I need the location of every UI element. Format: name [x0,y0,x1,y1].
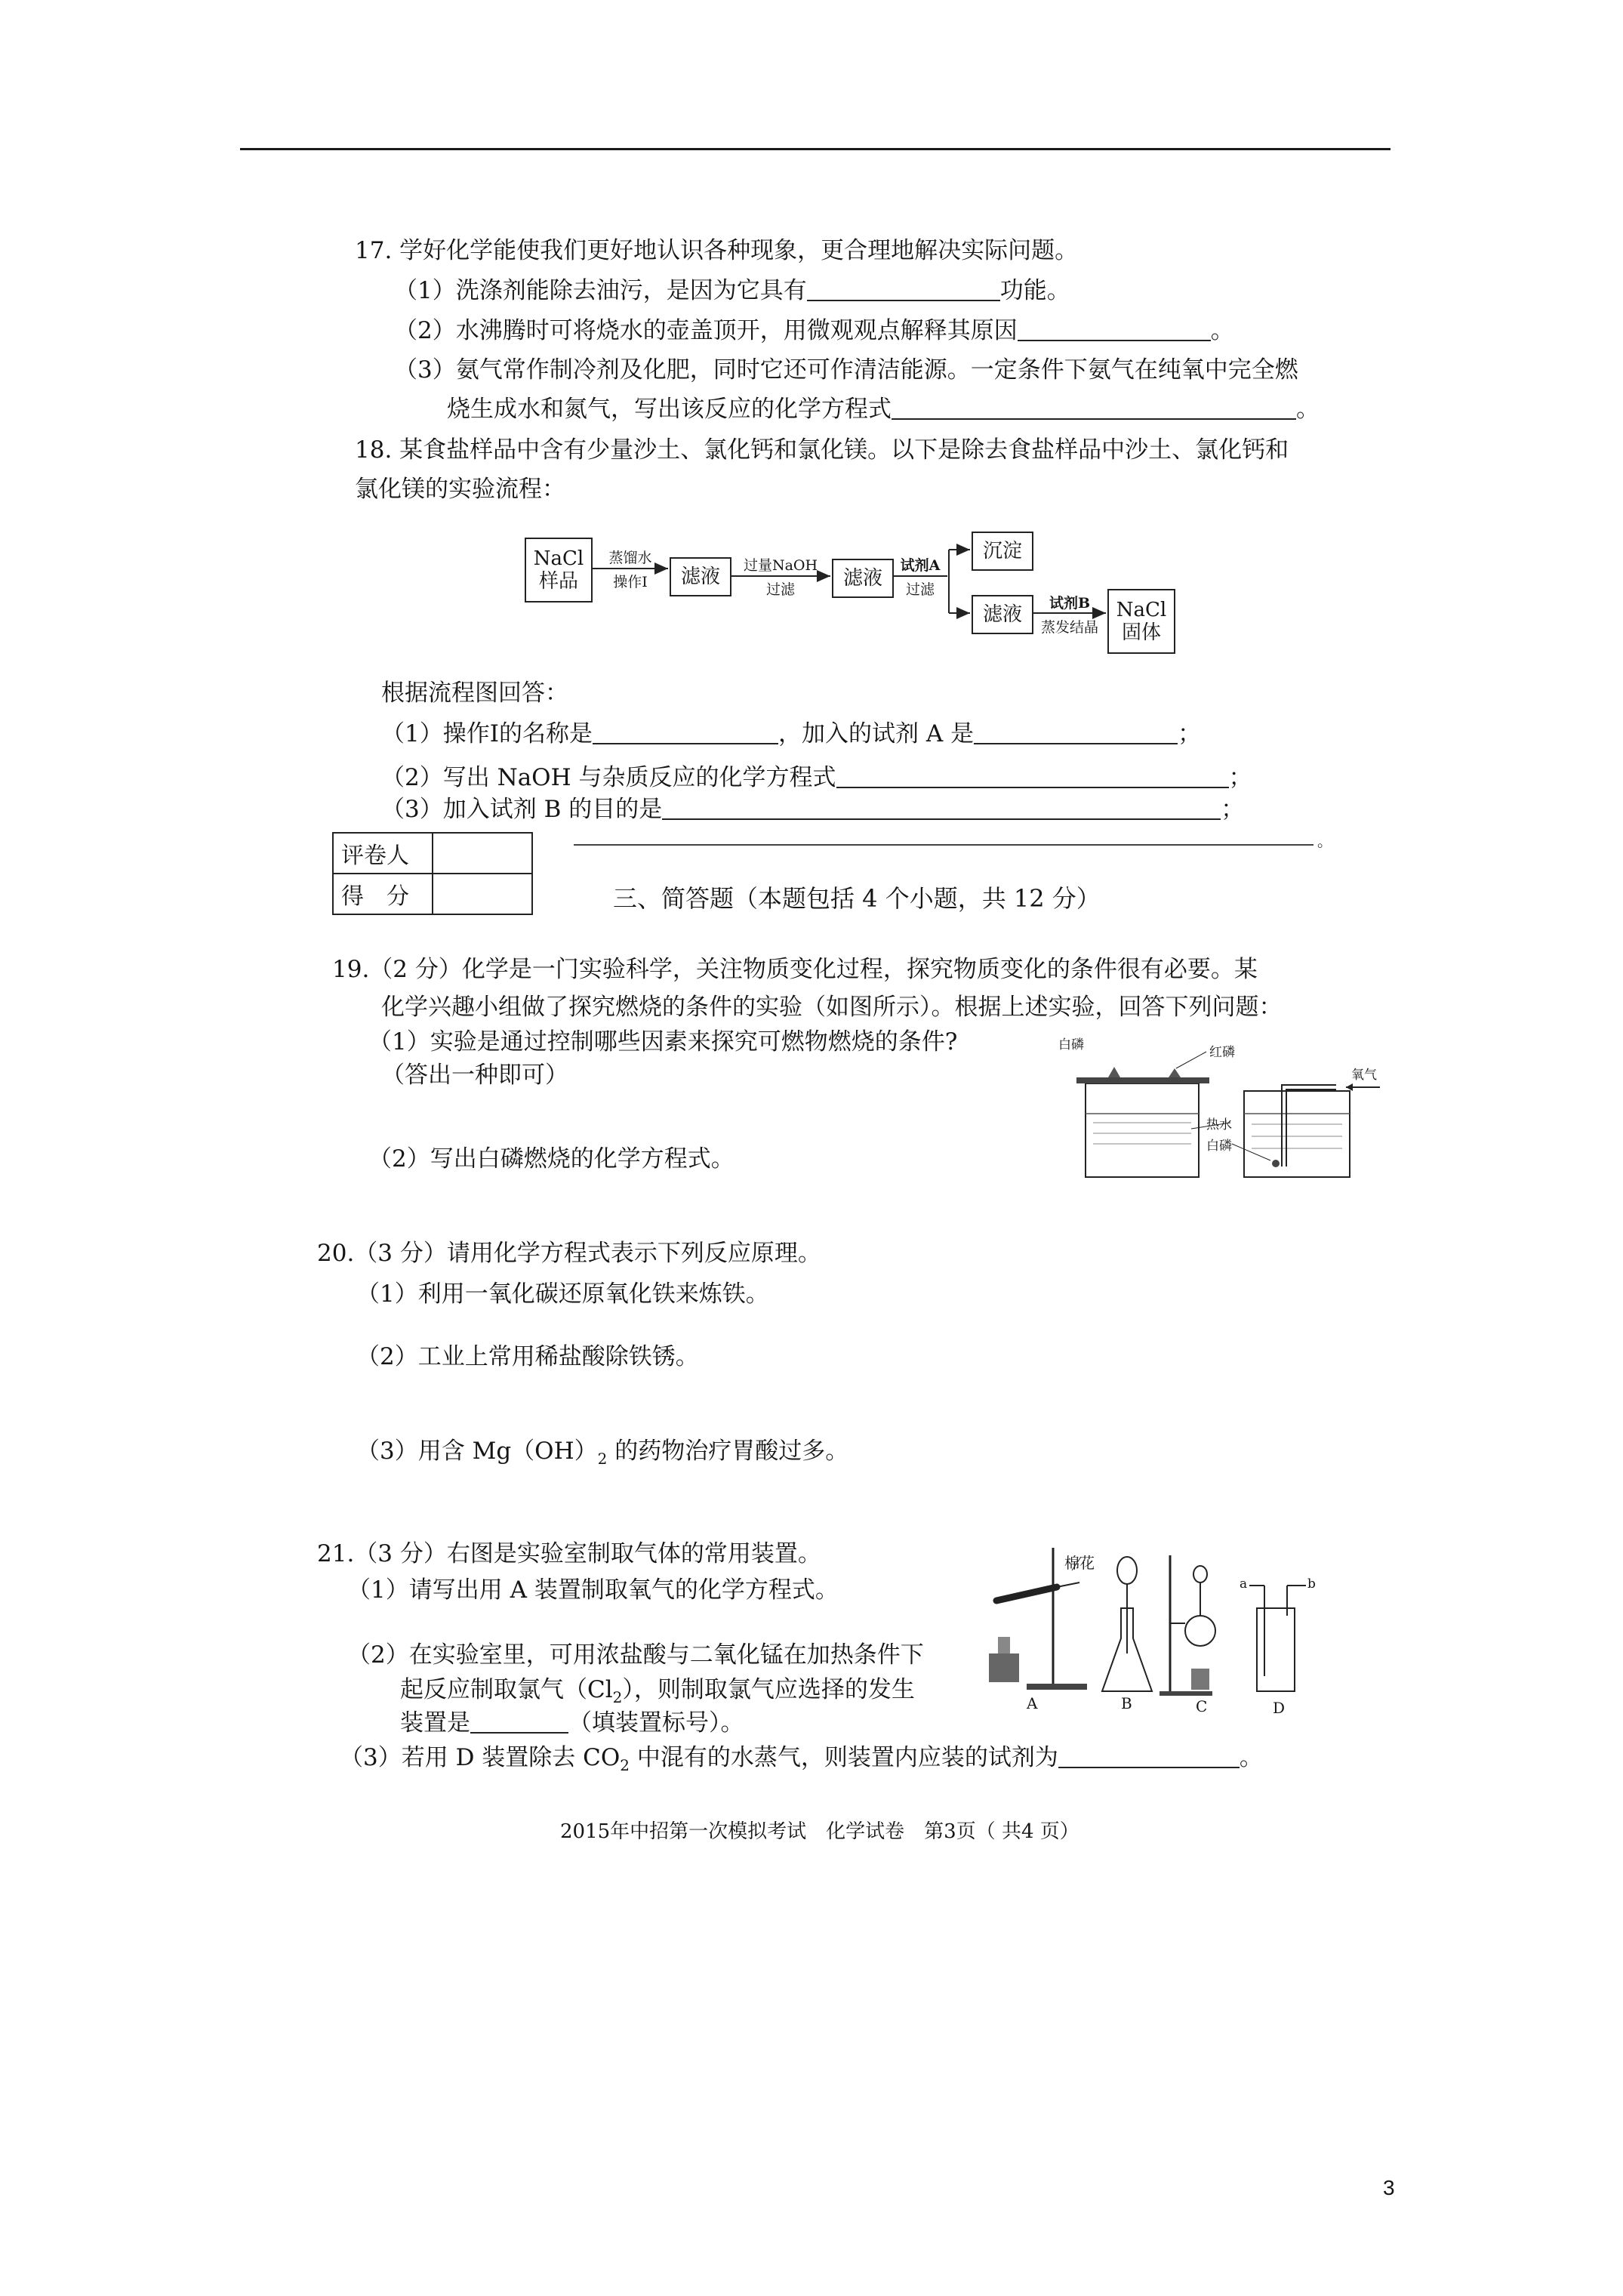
page-footer: 2015年中招第一次模拟考试 化学试卷 第3页（ 共4 页） [560,1820,1079,1843]
answer-blank[interactable] [1018,317,1211,341]
q21-part2-line1: （2）在实验室里，可用浓盐酸与二氧化锰在加热条件下 [347,1641,924,1669]
apparatus-d-label: D [1273,1699,1286,1717]
step1-label-bottom: 操作Ⅰ [613,574,648,590]
q19-stem-line2: 化学兴趣小组做了探究燃烧的条件的实验（如图所示）。根据上述实验，回答下列问题： [381,994,1283,1021]
cotton-label: 棉花 [1064,1554,1095,1572]
answer-blank[interactable] [470,1709,568,1734]
q17-part3-line2: 烧生成水和氮气，写出该反应的化学方程式 。 [447,396,1320,423]
q18-answer3: （3）加入试剂 B 的目的是 ； [381,796,1245,823]
answer-blank[interactable] [974,720,1178,744]
q17-stem: 17. 学好化学能使我们更好地认识各种现象，更合理地解决实际问题。 [355,237,1079,264]
q20-part1: （1）利用一氧化碳还原氧化铁来炼铁。 [356,1281,769,1308]
flow-sample-box: NaCl 样品 [525,538,593,603]
reviewer-cell[interactable] [433,833,532,874]
flow-filtrate-box-3: 滤液 [972,595,1033,634]
q20-part2: （2）工业上常用稀盐酸除铁锈。 [356,1343,699,1370]
port-a-label: a [1240,1576,1248,1592]
q17-part1: （1）洗涤剂能除去油污，是因为它具有 功能。 [394,277,1070,304]
step3-label-bottom: 过滤 [905,581,935,598]
step3-label-top: 试剂A [900,557,941,574]
q21-part3: （3）若用 D 装置除去 $CO_2$ 中混有的水蒸气，则装置内应装的试剂为 。 [340,1744,1263,1775]
flow-filtrate-box-2: 滤液 [832,559,894,598]
answer-blank[interactable] [1058,1744,1240,1768]
step2-label-top: 过量NaOH [743,557,818,574]
white-phosphorus-label-top: 白磷 [1058,1037,1084,1052]
step1-label-top: 蒸馏水 [608,550,652,566]
q17-part3-line1: （3）氨气常作制冷剂及化肥，同时它还可作清洁能源。一定条件下氨气在纯氧中完全燃 [394,356,1298,384]
q21-part2-line3: 装置是 （填装置标号）。 [400,1709,744,1737]
answer-blank[interactable] [892,396,1296,420]
red-phosphorus-label: 红磷 [1209,1045,1235,1060]
q20-stem: 20.（3 分）请用化学方程式表示下列反应原理。 [317,1240,821,1267]
answer-blank[interactable] [662,796,1221,820]
apparatus-a-label: A [1027,1694,1038,1712]
q18-answer3-end: 。 [1317,832,1332,850]
flow-product-box: NaCl 固体 [1107,589,1175,654]
score-label: 得 分 [333,874,433,914]
oxygen-label: 氧气 [1351,1068,1377,1083]
answer-blank[interactable] [807,277,1000,301]
flow-filtrate-box-1: 滤液 [670,557,731,596]
q18-stem-line1: 18. 某食盐样品中含有少量沙土、氯化钙和氯化镁。以下是除去食盐样品中沙土、氯化钙和 [355,436,1289,464]
page-number: 3 [1383,2176,1395,2199]
q20-part3: （3）用含 $Mg(OH)_2$ 的药物治疗胃酸过多。 [356,1438,849,1469]
q18-answer1: （1）操作Ⅰ的名称是 ，加入的试剂 A 是 ； [381,720,1202,747]
step4-label-bottom: 蒸发结晶 [1040,619,1098,636]
q19-part1-line1: （1）实验是通过控制哪些因素来探究可燃物燃烧的条件? [368,1028,958,1056]
q21-part2-line2: 起反应制取氯气$(Cl_2)$，则制取氯气应选择的发生 [400,1676,915,1707]
score-table [332,832,533,915]
score-cell[interactable] [433,874,532,914]
top-rule [240,148,1390,150]
reviewer-label: 评卷人 [333,833,433,874]
step2-label-bottom: 过滤 [765,581,795,598]
flow-precipitate-box: 沉淀 [972,532,1033,571]
q18-stem-line2: 氯化镁的实验流程： [355,476,565,503]
q18-answer-intro: 根据流程图回答： [381,680,568,707]
port-b-label: b [1307,1576,1316,1592]
q17-part2: （2）水沸腾时可将烧水的壶盖顶开，用微观观点解释其原因 。 [394,317,1234,344]
answer-blank[interactable] [593,720,778,744]
answer-blank[interactable] [836,764,1229,788]
gas-apparatus-drawing [981,1540,1321,1714]
q19-stem-line1: 19.（2 分）化学是一门实验科学，关注物质变化过程，探究物质变化的条件很有必要。某 [332,956,1258,983]
q21-part1: （1）请写出用 A 装置制取氧气的化学方程式。 [347,1576,839,1604]
gas-apparatus-figure [981,1540,1321,1717]
flow-diagram [525,529,1189,657]
white-phosphorus-label: 白磷 [1206,1139,1232,1154]
answer-line-continued[interactable] [574,844,1313,846]
step4-label-top: 试剂B [1049,595,1091,612]
q18-answer2: （2）写出 NaOH 与杂质反应的化学方程式 ； [381,764,1252,791]
hot-water-label: 热水 [1206,1117,1232,1133]
q19-part1-line2: （答出一种即可） [381,1062,568,1089]
q21-stem: 21.（3 分）右图是实验室制取气体的常用装置。 [317,1540,821,1567]
combustion-apparatus-figure [1055,1031,1387,1182]
apparatus-c-label: C [1196,1697,1208,1715]
section3-title: 三、简答题（本题包括 4 个小题，共 12 分） [613,884,1101,913]
q19-part2: （2）写出白磷燃烧的化学方程式。 [368,1145,735,1173]
apparatus-b-label: B [1121,1694,1132,1712]
